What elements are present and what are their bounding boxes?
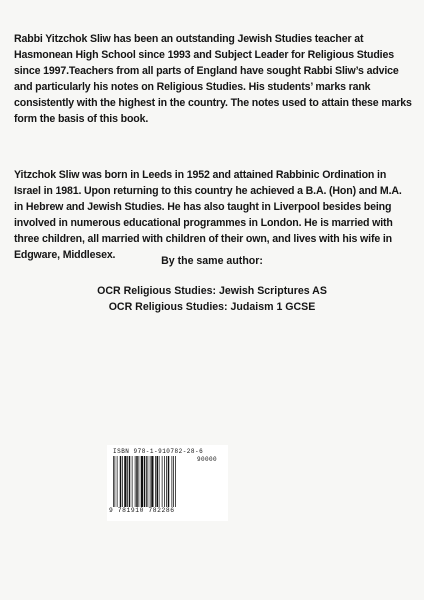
isbn-label: ISBN 978-1-910782-28-6 [113, 448, 204, 455]
book-title: OCR Religious Studies: Judaism 1 GCSE [108, 301, 316, 313]
same-author-heading: By the same author: [161, 255, 263, 267]
author-bio-paragraph-2: Yitzchok Sliw was born in Leeds in 1952 and attained Rabbinic Ordination in Israel in 1981. Upon returning to this country he achieved a B.A. (Hon) and M.A. in Hebrew and Jewish Studies. He has also taught in Liverpool besides being involved in numerous educational programmes in London. He is married with three children, all married with children of their own, and lives with his wife in Edgware, Middlesex. [14, 169, 402, 261]
book-title: OCR Religious Studies: Jewish Scriptures AS [97, 285, 327, 297]
addon-digits: 90000 [197, 456, 218, 463]
author-bio-paragraph-1: Rabbi Yitzchok Sliw has been an outstanding Jewish Studies teacher at Hasmonean High School since 1993 and Subject Leader for Religious Studies since 1997.Teachers from all parts of England have sought Rabbi Sliw’s advice and particularly his notes on Religious Studies. His students’ marks rank consistently with the highest in the country. The notes used to attain these marks form the basis of this book. [14, 33, 412, 125]
barcode-icon [113, 456, 195, 507]
isbn-barcode [107, 445, 228, 521]
ean-digits: 9 781910 782286 [109, 507, 175, 514]
book-list [0, 283, 424, 315]
